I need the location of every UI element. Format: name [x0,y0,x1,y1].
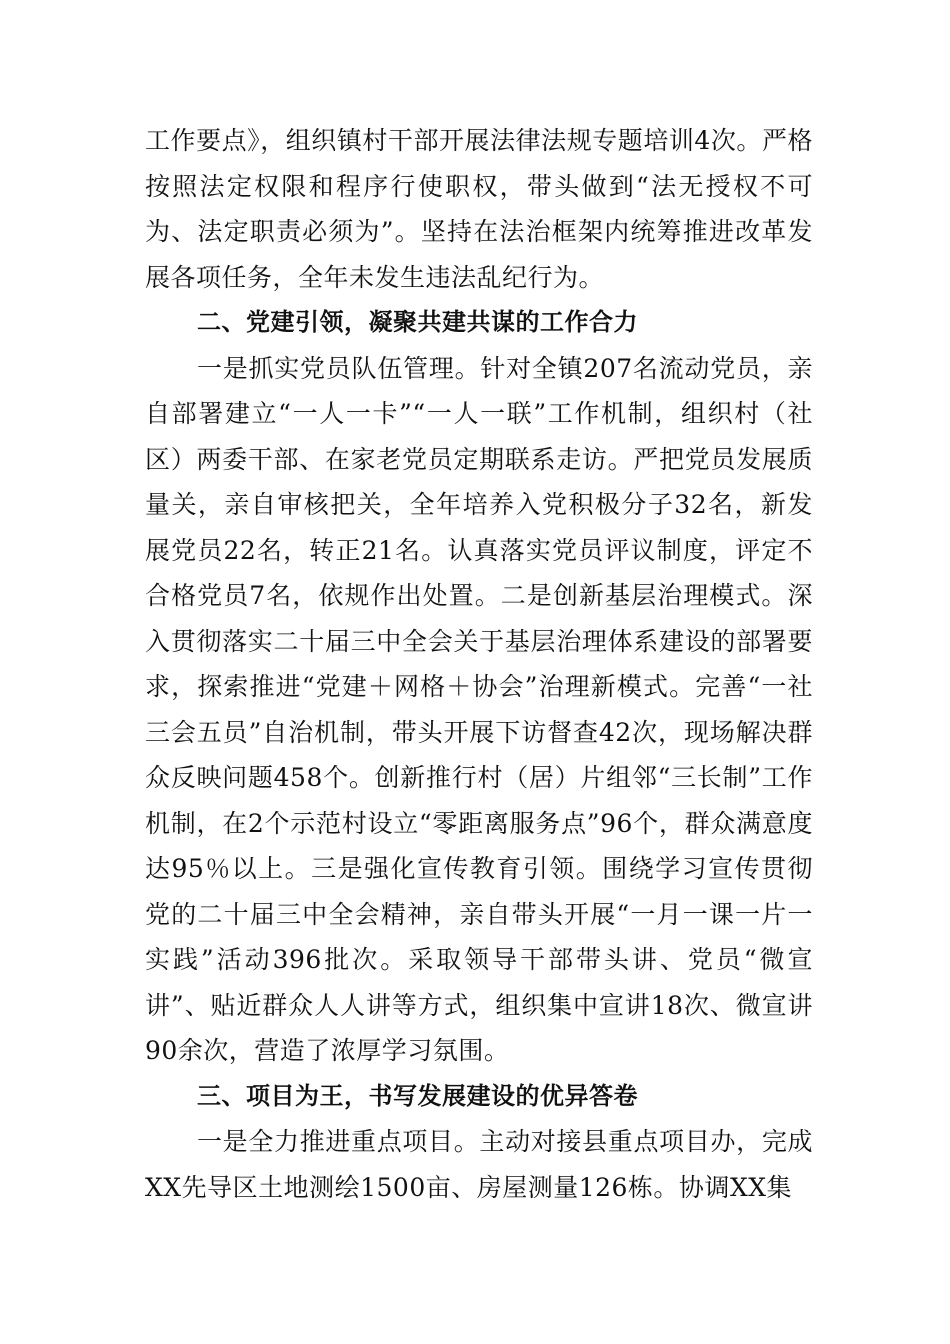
section-heading-projects: 三、项目为王，书写发展建设的优异答卷 [197,1081,638,1110]
document-body [145,118,813,1210]
paragraph-rule-of-law-continued: 工作要点》，组织镇村干部开展法律法规专题培训4次。严格按照法定权限和程序行使职权，带头做到“法无授权不可为、法定职责必须为”。坚持在法治框架内统筹推进改革发展各项任务，全年未发生违法乱纪行为。 [145,126,813,292]
paragraph-party-building: 一是抓实党员队伍管理。针对全镇207名流动党员，亲自部署建立“一人一卡”“一人一联”工作机制，组织村（社区）两委干部、在家老党员定期联系走访。严把党员发展质量关，亲自审核把关，全年培养入党积极分子32名，新发展党员22名，转正21名。认真落实党员评议制度，评定不合格党员7名，依规作出处置。二是创新基层治理模式。深入贯彻落实二十届三中全会关于基层治理体系建设的部署要求，探索推进“党建＋网格＋协会”治理新模式。完善“一社三会五员”自治机制，带头开展下访督查42次，现场解决群众反映问题458个。创新推行村（居）片组邻“三长制”工作机制，在2个示范村设立“零距离服务点”96个，群众满意度达95％以上。三是强化宣传教育引领。围绕学习宣传贯彻党的二十届三中全会精神，亲自带头开展“一月一课一片一实践”活动396批次。采取领导干部带头讲、党员“微宣讲”、贴近群众人人讲等方式，组织集中宣讲18次、微宣讲90余次，营造了浓厚学习氛围。 [145,353,813,1065]
paragraph-key-projects: 一是全力推进重点项目。主动对接县重点项目办，完成XX先导区土地测绘1500亩、房屋测量126栋。协调XX集 [145,1127,813,1202]
section-heading-party-building: 二、党建引领，凝聚共建共谋的工作合力 [197,308,638,336]
